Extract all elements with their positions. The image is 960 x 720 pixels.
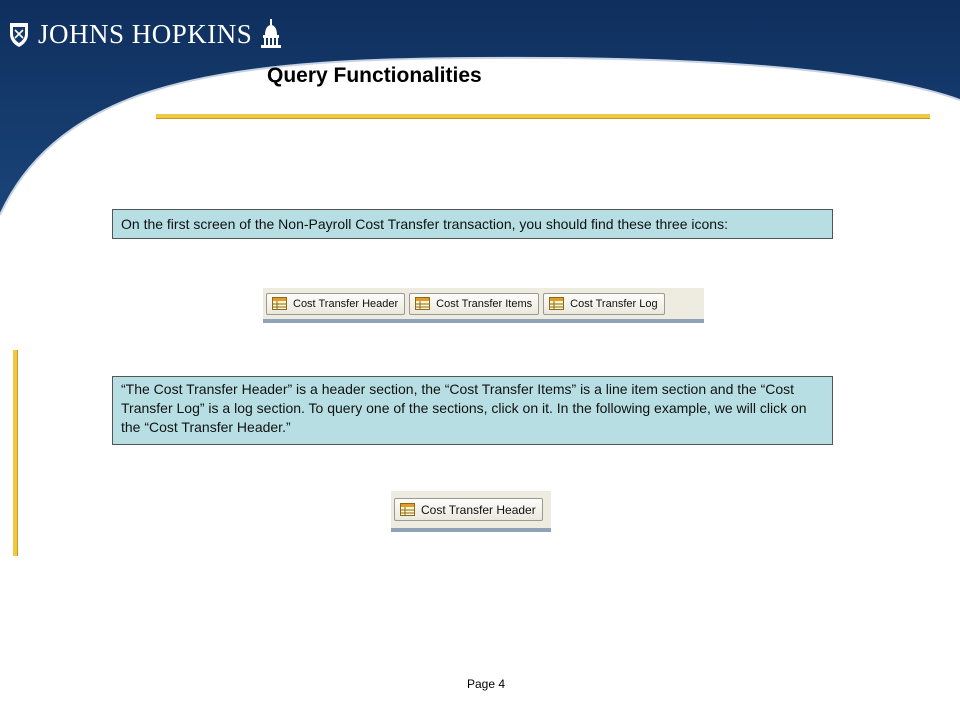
- cost-transfer-log-button[interactable]: [543, 293, 664, 315]
- cost-transfer-header-button[interactable]: [266, 293, 405, 315]
- button-label: Cost Transfer Log: [570, 297, 658, 310]
- explanation-note: “The Cost Transfer Header” is a header section, the “Cost Transfer Items” is a line item section and the “Cost Transfer Log” is a log section. To query one of the sections, click on it. In the following example, we will click on the “Cost Transfer Header.”: [112, 376, 833, 445]
- table-icon: [415, 297, 430, 310]
- page-number: Page 4: [467, 677, 506, 691]
- example-toolbar: [391, 491, 551, 532]
- button-label: Cost Transfer Header: [293, 297, 399, 310]
- button-label: Cost Transfer Items: [436, 297, 533, 310]
- button-label: Cost Transfer Header: [421, 502, 536, 517]
- page-title: Query Functionalities: [267, 64, 482, 87]
- table-icon: [549, 297, 564, 310]
- cost-transfer-items-button[interactable]: [409, 293, 539, 315]
- sap-toolbar: [263, 288, 704, 323]
- johns-hopkins-logo: [8, 16, 282, 52]
- table-icon: [272, 297, 287, 310]
- shield-icon: [8, 20, 30, 48]
- gold-divider: [156, 114, 930, 119]
- intro-note: On the first screen of the Non-Payroll Cost Transfer transaction, you should find these three icons:: [112, 209, 833, 239]
- example-cost-transfer-header-button[interactable]: [394, 498, 543, 521]
- logo-text: JOHNS HOPKINS: [38, 19, 253, 49]
- table-icon: [400, 503, 415, 516]
- gold-side-bar: [13, 350, 18, 556]
- dome-icon: [260, 19, 282, 49]
